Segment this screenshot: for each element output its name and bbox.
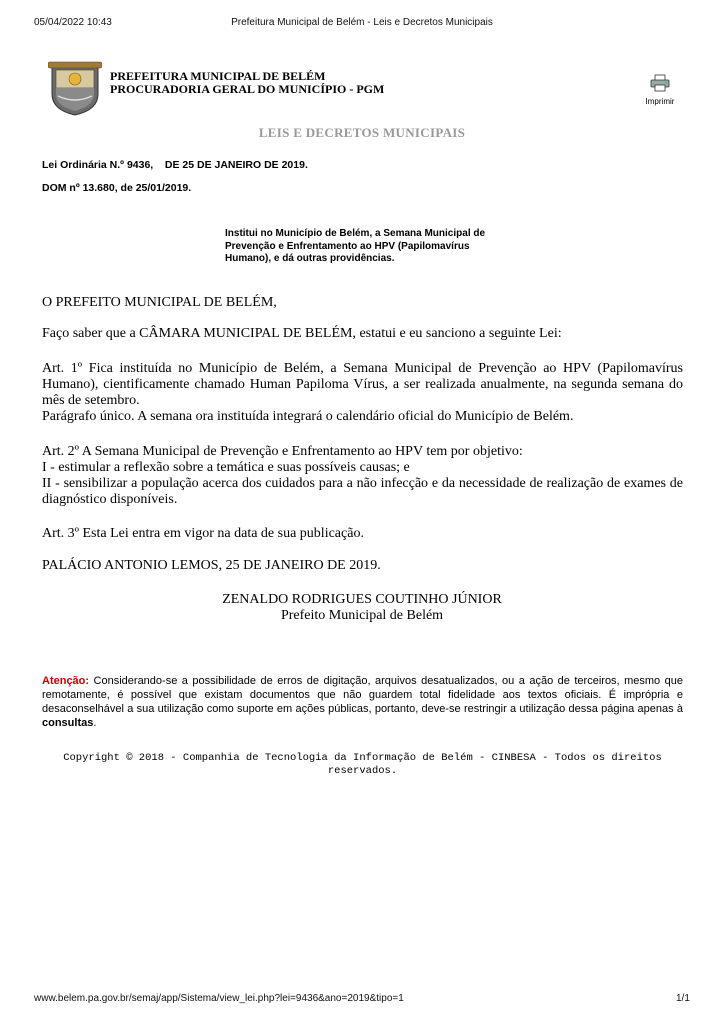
notice-label: Atenção: — [42, 675, 90, 687]
article-2-item-ii: II - sensibilizar a população acerca dos cuidados para a não infecção e da necessidade de realização de exames de diagnóstico disponíveis. — [42, 476, 683, 507]
article-1: Art. 1º Fica instituída no Município de Belém, a Semana Municipal de Prevenção ao HPV (Papilomavírus Humano), cientificamente chamado Human Papiloma Vírus, a ser realizada anualmente, na segunda semana do mês de setembro. — [42, 361, 683, 408]
organization-header — [110, 70, 384, 96]
place-date: PALÁCIO ANTONIO LEMOS, 25 DE JANEIRO DE 2019. — [42, 558, 381, 573]
law-dom: DOM nº 13.680, de 25/01/2019. — [42, 182, 192, 194]
article-3: Art. 3º Esta Lei entra em vigor na data de sua publicação. — [42, 526, 364, 541]
belem-coat-of-arms-icon — [48, 60, 102, 116]
org-name: PREFEITURA MUNICIPAL DE BELÉM — [110, 69, 326, 83]
notice-text: Considerando-se a possibilidade de erros de digitação, arquivos desatualizados, ou a ação de terceiros, mesmo que remotamente, é possível que existam documentos que não guardem total fidelidade aos textos oficiais. É imprópria e desaconselhável a sua utilização como suporte em ações públicas, portanto, deve-se restringir a utilização dessa página apenas à — [42, 675, 683, 715]
print-label: Imprimir — [645, 97, 675, 106]
disclaimer-notice — [42, 674, 683, 730]
notice-emphasis: consultas — [42, 717, 94, 729]
section-title: LEIS E DECRETOS MUNICIPAIS — [258, 125, 466, 140]
org-department: PROCURADORIA GERAL DO MUNICÍPIO - PGM — [110, 82, 385, 96]
copyright: Copyright © 2018 - Companhia de Tecnologia da Informação de Belém - CINBESA - Todos os direitos reservados. — [63, 752, 662, 777]
opening: O PREFEITO MUNICIPAL DE BELÉM, — [42, 295, 277, 310]
print-button[interactable] — [640, 74, 680, 106]
print-datetime: 05/04/2022 10:43 — [34, 17, 112, 28]
signer-title: Prefeito Municipal de Belém — [280, 608, 444, 623]
print-page-title: Prefeitura Municipal de Belém - Leis e Decretos Municipais — [231, 17, 493, 28]
law-ementa: Institui no Município de Belém, a Semana Municipal de Prevenção e Enfrentamento ao HPV (Papilomavírus Humano), e dá outras providências. — [225, 228, 486, 264]
article-2-item-i: I - estimular a reflexão sobre a temática e suas possíveis causas; e — [42, 460, 410, 475]
article-1-paragraph: Parágrafo único. A semana ora instituída integrará o calendário oficial do Município de Belém. — [42, 409, 574, 424]
law-title: Lei Ordinária N.º 9436, DE 25 DE JANEIRO DE 2019. — [42, 159, 308, 171]
print-url: www.belem.pa.gov.br/semaj/app/Sistema/view_lei.php?lei=9436&ano=2019&tipo=1 — [34, 993, 404, 1004]
print-page-number: 1/1 — [676, 993, 690, 1004]
article-2: Art. 2º A Semana Municipal de Prevenção e Enfrentamento ao HPV tem por objetivo: — [42, 444, 523, 459]
signer-name: ZENALDO RODRIGUES COUTINHO JÚNIOR — [222, 592, 502, 607]
printer-icon — [640, 74, 680, 97]
enactment-clause: Faço saber que a CÂMARA MUNICIPAL DE BELÉM, estatui e eu sanciono a seguinte Lei: — [42, 326, 562, 341]
notice-end: . — [93, 717, 97, 729]
